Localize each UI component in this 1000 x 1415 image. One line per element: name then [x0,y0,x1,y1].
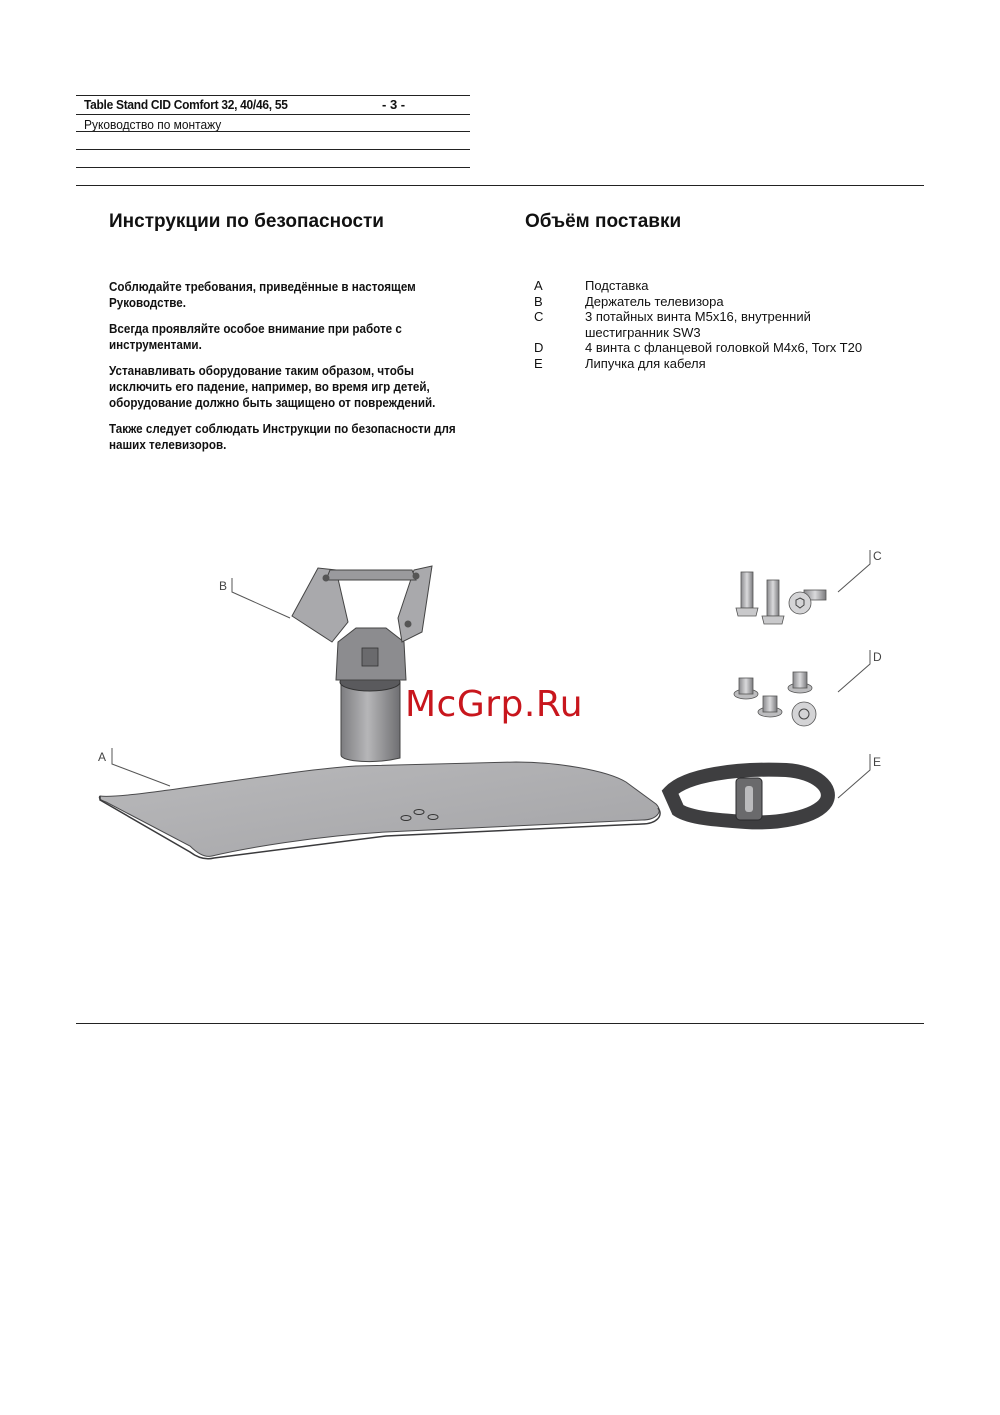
stand-base-plate [99,762,660,859]
item-text: Держатель телевизора [585,293,724,309]
safety-paragraph: Соблюдайте требования, приведённые в настоящем Руководстве. [109,280,416,310]
item-text: 3 потайных винта M5x16, внутренний шестигранник SW3 [585,309,811,340]
countersunk-screws [736,572,826,624]
document-subtitle: Руководство по монтажу [84,117,222,132]
part-label-e: E [873,755,882,769]
item-text: 4 винта с фланцевой головкой M4x6, Torx T20 [585,340,863,355]
item-letter: D [534,340,544,355]
header-rule-3 [76,131,470,132]
page-number: - 3 - [382,97,406,112]
safety-paragraph: Всегда проявляйте особое внимание при работе с инструментами. [109,322,402,352]
list-item [534,340,915,356]
footer-rule [76,1023,924,1024]
safety-heading: Инструкции по безопасности [109,211,384,232]
tv-holder [292,566,432,762]
safety-paragraph: Также следует соблюдать Инструкции по безопасности для наших телевизоров. [109,422,456,452]
list-item [534,356,915,372]
item-letter: B [534,293,543,309]
cable-strap [670,770,828,823]
flange-screws [734,672,816,726]
delivery-list [534,278,915,371]
header-rule-2 [76,114,470,115]
part-label-b: B [219,579,228,593]
watermark-text: McGrp.Ru [405,684,584,725]
part-label-c: C [873,549,882,563]
header-rule-4 [76,149,470,150]
safety-instructions [109,279,479,463]
header-rule-full [76,185,924,186]
list-item [534,309,915,340]
item-text: Подставка [585,278,649,293]
safety-paragraph: Устанавливать оборудование таким образом, чтобы исключить его падение, например, во время игр детей, оборудование должно быть защищено от повреждений. [109,364,436,410]
item-letter: A [534,278,543,293]
delivery-heading: Объём поставки [525,211,682,232]
header-rule-top [76,95,470,96]
item-text: Липучка для кабеля [585,355,706,371]
list-item [534,278,915,294]
item-letter: E [534,355,543,371]
part-label-d: D [873,650,882,664]
item-letter: C [534,309,544,324]
part-label-a: A [98,750,107,764]
header-rule-5 [76,167,470,168]
document-title: Table Stand CID Comfort 32, 40/46, 55 [84,97,288,112]
list-item [534,294,915,310]
